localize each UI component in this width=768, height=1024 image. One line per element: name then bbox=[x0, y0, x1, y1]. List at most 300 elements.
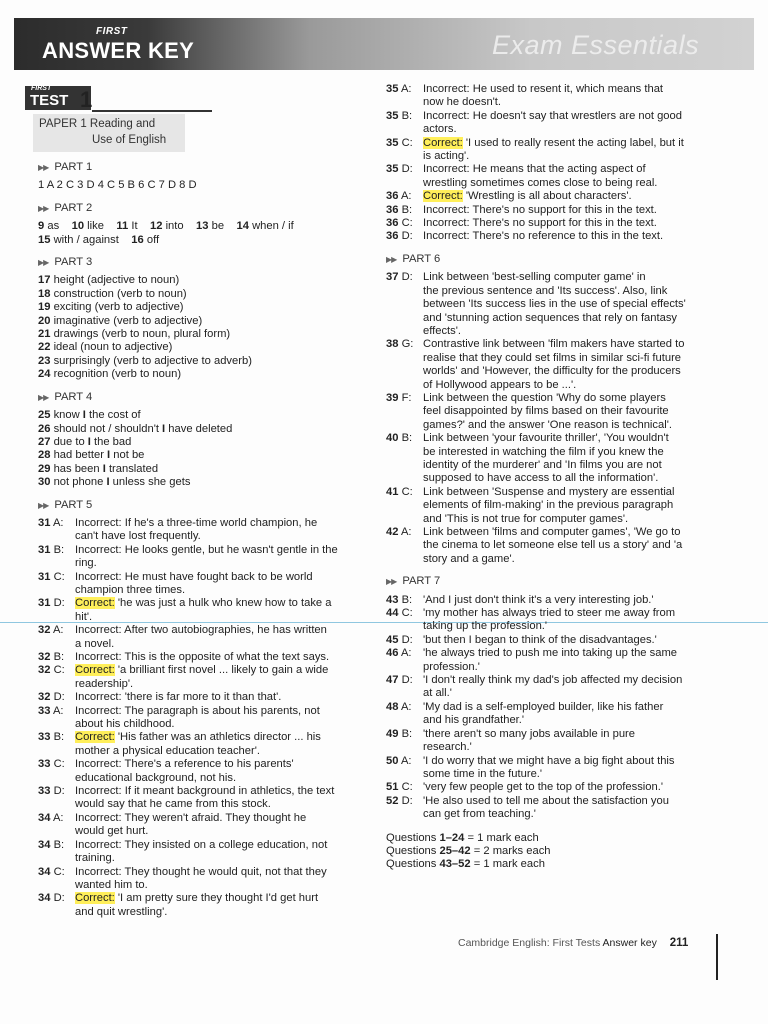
paper-box bbox=[33, 114, 185, 152]
answer-line: Contrastive link between 'film makers have started to bbox=[423, 338, 685, 351]
answer-number: 31 bbox=[38, 516, 51, 529]
answer-option: B: bbox=[53, 543, 65, 556]
answer-label bbox=[38, 866, 65, 879]
answer-word: exciting (verb to adjective) bbox=[53, 301, 184, 314]
answer-number: 39 bbox=[386, 391, 399, 404]
part-arrow-icon: ▶▶ bbox=[38, 500, 49, 510]
answer-option: A: bbox=[52, 704, 64, 717]
answer-label bbox=[386, 392, 412, 405]
answer-number: 46 bbox=[386, 647, 399, 660]
answer-word: with / against bbox=[53, 233, 119, 246]
answer-item bbox=[386, 163, 726, 190]
answer-number: 26 bbox=[38, 422, 51, 435]
marks-line bbox=[386, 832, 726, 845]
answer-label bbox=[386, 647, 412, 660]
answer-line: 'I am pretty sure they thought I'd get hurt bbox=[117, 892, 319, 905]
answer-item bbox=[386, 526, 726, 566]
answer-line: a novel. bbox=[75, 637, 115, 650]
part-heading-label: PART 3 bbox=[54, 256, 93, 269]
incorrect-tag: Incorrect: bbox=[423, 230, 470, 243]
answer-option: A: bbox=[52, 516, 64, 529]
answer-word: ideal (noun to adjective) bbox=[53, 341, 173, 354]
answer-label bbox=[386, 432, 412, 445]
answer-label bbox=[386, 607, 413, 620]
answer-number: 42 bbox=[386, 526, 399, 538]
answer-label bbox=[386, 634, 413, 647]
answer-number: 12 bbox=[150, 220, 163, 233]
answer-label bbox=[38, 651, 64, 664]
answer-part-b: unless she gets bbox=[112, 476, 191, 489]
part4-item bbox=[38, 423, 373, 436]
answer-line: Link between 'Suspense and mystery are essential bbox=[423, 485, 675, 498]
answer-item bbox=[38, 517, 373, 544]
answer-line: Link between 'films and computer games', 'We go to bbox=[423, 526, 681, 538]
answer-line: the cinema to let someone else tell us a story' and 'a bbox=[423, 539, 683, 552]
answer-option: D: bbox=[401, 633, 413, 646]
answer-label bbox=[38, 624, 64, 637]
answer-text bbox=[75, 651, 373, 664]
answer-item bbox=[386, 110, 726, 137]
incorrect-tag: Incorrect: bbox=[75, 516, 122, 529]
answer-item bbox=[386, 755, 726, 782]
answer-label bbox=[386, 110, 412, 123]
answer-item bbox=[386, 271, 726, 338]
answer-number: 19 bbox=[38, 301, 51, 314]
header-banner bbox=[14, 18, 754, 70]
answer-label bbox=[386, 795, 413, 808]
answer-text bbox=[75, 691, 373, 704]
answer-option: A: bbox=[400, 526, 412, 538]
answer-number: 29 bbox=[38, 462, 51, 475]
part4-item bbox=[38, 409, 373, 422]
answer-label bbox=[386, 526, 412, 539]
incorrect-tag: Incorrect: bbox=[423, 83, 470, 95]
answer-option: B: bbox=[401, 203, 413, 216]
answer-line: and quit wrestling'. bbox=[75, 905, 168, 918]
answer-label bbox=[386, 594, 412, 607]
answer-number: 25 bbox=[38, 409, 51, 422]
answer-item bbox=[38, 624, 373, 651]
answer-line: 'I do worry that we might have a big fight about this bbox=[423, 754, 675, 767]
part4-item bbox=[38, 463, 373, 476]
key-word-separator: I bbox=[79, 409, 90, 422]
marks-summary bbox=[386, 832, 726, 872]
page-number: 211 bbox=[669, 937, 689, 949]
answer-word: imaginative (verb to adjective) bbox=[53, 314, 203, 327]
answer-number: 45 bbox=[386, 633, 399, 646]
key-word-separator: I bbox=[103, 449, 114, 462]
answer-number: 35 bbox=[386, 109, 399, 122]
answer-line: The paragraph is about his parents, not bbox=[124, 704, 320, 717]
answer-word: like bbox=[87, 220, 104, 233]
answer-number: 44 bbox=[386, 607, 399, 620]
marks-prefix: Questions bbox=[386, 858, 440, 871]
marks-line bbox=[386, 845, 726, 858]
answer-line: 'but then I began to think of the disadvantages.' bbox=[423, 633, 657, 646]
answer-number: 41 bbox=[386, 485, 399, 498]
answer-line: There's no support for this in the text. bbox=[472, 203, 657, 216]
answer-text bbox=[423, 163, 726, 190]
answer-text bbox=[75, 866, 373, 893]
answer-option: D: bbox=[401, 674, 413, 687]
answer-item bbox=[38, 758, 373, 785]
part-arrow-icon: ▶▶ bbox=[38, 392, 49, 402]
answer-word: surprisingly (verb to adjective to adverb) bbox=[53, 354, 252, 367]
answer-item bbox=[386, 634, 726, 647]
part-heading bbox=[386, 575, 726, 588]
answer-text bbox=[423, 230, 726, 243]
answer-label bbox=[386, 204, 412, 217]
answer-line: hit'. bbox=[75, 610, 93, 623]
answer-label bbox=[386, 674, 413, 687]
answer-line: They thought he would quit, not that they bbox=[124, 865, 327, 878]
answer-part-a: not phone bbox=[53, 476, 104, 489]
answer-option: D: bbox=[53, 691, 65, 704]
incorrect-tag: Incorrect: bbox=[75, 785, 122, 798]
answer-line: Link between 'your favourite thriller', 'You wouldn't bbox=[423, 432, 669, 445]
answer-line: between 'Its success lies in the use of special effects' bbox=[423, 298, 686, 311]
answer-item bbox=[386, 701, 726, 728]
part-heading bbox=[386, 253, 726, 266]
answer-line: 'my mother has always tried to steer me away from bbox=[423, 607, 676, 620]
key-word-separator: I bbox=[158, 422, 169, 435]
answer-item bbox=[386, 217, 726, 230]
answer-number: 13 bbox=[196, 220, 209, 233]
part3-item bbox=[38, 301, 373, 314]
answer-number: 11 bbox=[116, 220, 129, 233]
answer-number: 35 bbox=[386, 163, 399, 176]
answer-part-a: had better bbox=[53, 449, 104, 462]
part3-item bbox=[38, 355, 373, 368]
answer-text bbox=[75, 624, 373, 651]
answer-number: 31 bbox=[38, 570, 51, 583]
answer-option: C: bbox=[401, 217, 413, 230]
marks-prefix: Questions bbox=[386, 831, 440, 844]
answer-option: G: bbox=[401, 338, 414, 351]
answer-option: B: bbox=[401, 593, 413, 606]
incorrect-tag: Incorrect: bbox=[75, 758, 122, 771]
answer-label bbox=[386, 781, 413, 794]
marks-range: 1–24 bbox=[439, 831, 465, 844]
answer-number: 16 bbox=[131, 233, 144, 246]
answer-number: 9 bbox=[38, 220, 45, 233]
answer-text bbox=[75, 758, 373, 785]
answer-line: 'Wrestling is all about characters'. bbox=[465, 190, 632, 203]
answer-item bbox=[38, 597, 373, 624]
answer-text bbox=[423, 83, 726, 110]
answer-item bbox=[38, 892, 373, 919]
correct-tag: Correct: bbox=[75, 597, 115, 610]
answer-text bbox=[423, 190, 726, 203]
answer-label bbox=[386, 230, 413, 243]
answer-line: effects'. bbox=[423, 324, 461, 337]
answer-number: 34 bbox=[38, 811, 51, 824]
answer-line: After two autobiographies, he has written bbox=[124, 624, 327, 637]
answer-part-b: the bad bbox=[94, 435, 132, 448]
answer-number: 18 bbox=[38, 287, 51, 300]
header-series-title: Exam Essentials bbox=[492, 30, 700, 60]
marks-range: 43–52 bbox=[439, 858, 471, 871]
correct-tag: Correct: bbox=[423, 190, 463, 203]
answer-line: wanted him to. bbox=[75, 878, 148, 891]
answer-number: 33 bbox=[38, 758, 51, 771]
answer-item bbox=[38, 571, 373, 598]
answer-number: 34 bbox=[38, 865, 51, 878]
answer-word: be bbox=[211, 220, 225, 233]
part3-item bbox=[38, 328, 373, 341]
answer-number: 34 bbox=[38, 892, 51, 905]
answer-label bbox=[386, 190, 412, 203]
answer-line: of Hollywood appears to be ...'. bbox=[423, 378, 577, 391]
answer-text bbox=[75, 839, 373, 866]
answer-line: mother a physical education teacher'. bbox=[75, 744, 260, 757]
part4-item bbox=[38, 436, 373, 449]
answer-number: 43 bbox=[386, 593, 399, 606]
incorrect-tag: Incorrect: bbox=[423, 163, 470, 176]
answer-option: B: bbox=[53, 838, 65, 851]
footer-answer-key: Answer key bbox=[602, 937, 657, 949]
answer-number: 36 bbox=[386, 217, 399, 230]
answer-line: 'a brilliant first novel ... likely to gain a wide bbox=[117, 664, 329, 677]
answer-number: 14 bbox=[236, 220, 249, 233]
correct-tag: Correct: bbox=[75, 892, 115, 905]
answer-line: If it meant background in athletics, the text bbox=[124, 785, 335, 798]
answer-label bbox=[38, 705, 64, 718]
answer-label bbox=[386, 701, 412, 714]
incorrect-tag: Incorrect: bbox=[75, 704, 122, 717]
answer-word: construction (verb to noun) bbox=[53, 287, 187, 300]
answer-option: B: bbox=[53, 651, 65, 663]
answer-label bbox=[38, 691, 65, 704]
answer-text bbox=[423, 338, 726, 392]
answer-number: 32 bbox=[38, 624, 51, 637]
answer-line: 'there is far more to it than that'. bbox=[124, 691, 282, 704]
answer-option: D: bbox=[401, 163, 413, 176]
part2-row bbox=[38, 234, 373, 247]
answer-line: and 'stunning action sequences that rely on fantasy bbox=[423, 311, 678, 324]
answer-label bbox=[386, 755, 412, 768]
answer-item bbox=[386, 338, 726, 392]
answer-text bbox=[423, 755, 726, 782]
answer-line: worlds' and 'However, the difficulty for the producers bbox=[423, 365, 681, 378]
incorrect-tag: Incorrect: bbox=[423, 217, 470, 230]
marks-prefix: Questions bbox=[386, 844, 440, 857]
answer-item bbox=[38, 544, 373, 571]
answer-label bbox=[386, 217, 413, 230]
answer-line: ring. bbox=[75, 557, 97, 570]
answer-line: is acting'. bbox=[423, 150, 470, 163]
answer-line: 'he always tried to push me into taking up the same bbox=[423, 647, 677, 660]
correct-tag: Correct: bbox=[75, 664, 115, 677]
incorrect-tag: Incorrect: bbox=[75, 691, 122, 704]
part3-item bbox=[38, 341, 373, 354]
answer-number: 33 bbox=[38, 785, 51, 798]
answer-number: 52 bbox=[386, 794, 399, 807]
answer-option: C: bbox=[53, 664, 65, 677]
answer-label bbox=[38, 664, 65, 677]
answer-line: and his grandfather.' bbox=[423, 714, 525, 727]
part-arrow-icon: ▶▶ bbox=[38, 163, 49, 172]
answer-option: C: bbox=[53, 758, 65, 771]
answer-line: Link between 'best-selling computer game' in bbox=[423, 271, 646, 284]
answer-text bbox=[423, 607, 726, 634]
answer-text bbox=[423, 795, 726, 822]
answer-item bbox=[386, 647, 726, 674]
answer-line: There's no reference to this in the text. bbox=[472, 230, 664, 243]
answer-line: 'My dad is a self-employed builder, like his father bbox=[423, 700, 664, 713]
answer-text bbox=[423, 217, 726, 230]
answer-option: F: bbox=[401, 391, 412, 404]
answer-label bbox=[38, 758, 65, 771]
answer-number: 15 bbox=[38, 233, 51, 246]
part-heading-label: PART 5 bbox=[54, 498, 93, 511]
incorrect-tag: Incorrect: bbox=[75, 865, 122, 878]
answer-number: 28 bbox=[38, 449, 51, 462]
answer-number: 48 bbox=[386, 700, 399, 713]
answer-item bbox=[386, 607, 726, 634]
answer-option: B: bbox=[401, 432, 413, 445]
answer-line: This is the opposite of what the text says. bbox=[124, 651, 330, 663]
part3-item bbox=[38, 288, 373, 301]
answer-text bbox=[423, 204, 726, 217]
answer-line: They insisted on a college education, not bbox=[124, 838, 328, 851]
correct-tag: Correct: bbox=[75, 731, 115, 744]
part-arrow-icon: ▶▶ bbox=[38, 203, 49, 213]
answer-text bbox=[75, 812, 373, 839]
answer-line: can get from teaching.' bbox=[423, 808, 536, 821]
answer-part-b: translated bbox=[108, 462, 159, 475]
answer-label bbox=[38, 892, 65, 905]
key-word-separator: I bbox=[84, 435, 94, 448]
marks-value: = 1 mark each bbox=[464, 831, 539, 844]
answer-line: He used to resent it, which means that bbox=[472, 83, 664, 95]
answer-item bbox=[386, 392, 726, 432]
answer-option: D: bbox=[401, 794, 413, 807]
incorrect-tag: Incorrect: bbox=[423, 109, 470, 122]
answer-text bbox=[423, 728, 726, 755]
answer-option: D: bbox=[53, 785, 65, 798]
answer-text bbox=[75, 571, 373, 598]
answer-text bbox=[423, 634, 726, 647]
answer-label bbox=[38, 571, 65, 584]
answer-label bbox=[386, 271, 413, 284]
answer-item bbox=[38, 839, 373, 866]
left-column bbox=[38, 152, 373, 919]
answer-label bbox=[386, 163, 413, 176]
answer-option: D: bbox=[53, 892, 65, 905]
answer-line: 'I used to really resent the acting label, but it bbox=[465, 136, 684, 149]
answer-label bbox=[38, 812, 64, 825]
answer-option: C: bbox=[53, 570, 65, 583]
answer-word: off bbox=[146, 233, 160, 246]
answer-item bbox=[386, 486, 726, 526]
test-number: 1 bbox=[80, 87, 93, 112]
answer-item bbox=[38, 705, 373, 732]
part-arrow-icon: ▶▶ bbox=[386, 254, 397, 264]
answer-line: 'he was just a hulk who knew how to take a bbox=[117, 597, 332, 610]
correct-tag: Correct: bbox=[423, 136, 463, 149]
answer-item bbox=[386, 781, 726, 794]
answer-number: 50 bbox=[386, 754, 399, 767]
part-heading-label: PART 2 bbox=[54, 201, 93, 214]
part4-item bbox=[38, 449, 373, 462]
answer-number: 27 bbox=[38, 435, 51, 448]
answer-line: now he doesn't. bbox=[423, 96, 502, 109]
answer-text bbox=[75, 892, 373, 919]
answer-line: research.' bbox=[423, 741, 472, 754]
part-heading-label: PART 1 bbox=[54, 161, 93, 173]
answer-item bbox=[386, 674, 726, 701]
answer-line: actors. bbox=[423, 123, 457, 136]
answer-number: 40 bbox=[386, 432, 399, 445]
answer-number: 35 bbox=[386, 136, 399, 149]
answer-word: when / if bbox=[252, 220, 294, 233]
answer-item bbox=[38, 785, 373, 812]
answer-label bbox=[386, 83, 412, 96]
answer-line: be interested in watching the film if you knew the bbox=[423, 445, 664, 458]
key-word-separator: I bbox=[99, 462, 109, 475]
marks-line bbox=[386, 858, 726, 871]
part3-item bbox=[38, 315, 373, 328]
answer-label bbox=[386, 486, 413, 499]
answer-item bbox=[386, 432, 726, 486]
answer-text bbox=[75, 597, 373, 624]
answer-text bbox=[423, 486, 726, 526]
answer-line: realise that they could set films in similar sci-fi future bbox=[423, 351, 682, 364]
answer-part-a: due to bbox=[53, 435, 85, 448]
answer-line: story and a game'. bbox=[423, 552, 515, 565]
answer-text bbox=[423, 432, 726, 486]
answer-number: 51 bbox=[386, 781, 399, 794]
answer-item bbox=[386, 795, 726, 822]
answer-label bbox=[38, 839, 64, 852]
answer-number: 24 bbox=[38, 368, 51, 381]
marks-range: 25–42 bbox=[439, 844, 471, 857]
answer-label bbox=[38, 785, 65, 798]
answer-item bbox=[38, 691, 373, 704]
answer-text bbox=[75, 731, 373, 758]
answer-text bbox=[423, 110, 726, 137]
answer-part-b: have deleted bbox=[168, 422, 233, 435]
answer-option: A: bbox=[400, 190, 412, 203]
answer-option: C: bbox=[53, 865, 65, 878]
answer-option: A: bbox=[400, 754, 412, 767]
answer-line: training. bbox=[75, 852, 115, 865]
answer-number: 31 bbox=[38, 543, 51, 556]
answer-label bbox=[386, 338, 413, 351]
answer-line: educational background, not his. bbox=[75, 771, 237, 784]
answer-line: taking up the profession.' bbox=[423, 620, 548, 633]
answer-option: B: bbox=[53, 731, 65, 744]
answer-number: 36 bbox=[386, 190, 399, 203]
answer-label bbox=[38, 731, 64, 744]
answer-text bbox=[423, 137, 726, 164]
answer-word: into bbox=[165, 220, 184, 233]
answer-option: D: bbox=[401, 230, 413, 243]
answer-number: 37 bbox=[386, 271, 399, 284]
answer-text bbox=[423, 701, 726, 728]
answer-option: C: bbox=[401, 781, 413, 794]
answer-word: It bbox=[131, 220, 138, 233]
part3-item bbox=[38, 368, 373, 381]
answer-line: 'His father was an athletics director ... his bbox=[117, 731, 321, 744]
answer-text bbox=[75, 664, 373, 691]
part-heading bbox=[38, 202, 373, 215]
answer-line: There's a reference to his parents' bbox=[124, 758, 294, 771]
part-heading bbox=[38, 499, 373, 512]
incorrect-tag: Incorrect: bbox=[75, 838, 122, 851]
answer-number: 36 bbox=[386, 203, 399, 216]
